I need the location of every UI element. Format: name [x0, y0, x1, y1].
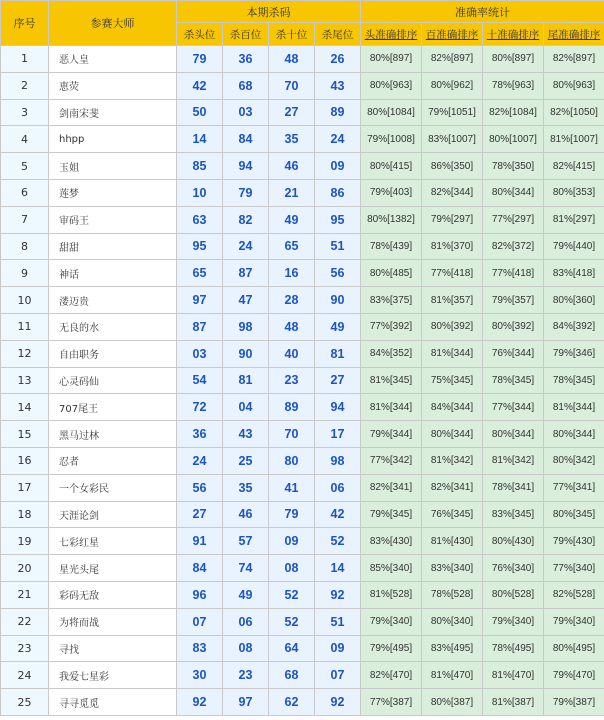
kill-tail: 49 — [315, 313, 361, 340]
ten-accuracy: 76%[340] — [483, 555, 544, 582]
kill-head: 42 — [177, 72, 223, 99]
kill-ten: 68 — [269, 662, 315, 689]
kill-tail: 90 — [315, 287, 361, 314]
ten-accuracy: 78%[345] — [483, 367, 544, 394]
kill-tail: 92 — [315, 689, 361, 716]
tail-accuracy: 79%[340] — [544, 608, 604, 635]
kill-head: 03 — [177, 340, 223, 367]
kill-hundred: 82 — [223, 206, 269, 233]
tail-accuracy: 82%[528] — [544, 581, 604, 608]
tail-accuracy: 79%[430] — [544, 528, 604, 555]
head-accuracy: 81%[528] — [361, 581, 422, 608]
kill-hundred: 49 — [223, 581, 269, 608]
tail-accuracy: 84%[392] — [544, 313, 604, 340]
kill-hundred: 35 — [223, 474, 269, 501]
ten-accuracy: 78%[495] — [483, 635, 544, 662]
ten-accuracy: 80%[392] — [483, 313, 544, 340]
row-index: 12 — [1, 340, 49, 367]
head-accuracy: 83%[375] — [361, 287, 422, 314]
kill-ten: 48 — [269, 46, 315, 73]
kill-tail: 52 — [315, 528, 361, 555]
kill-head: 85 — [177, 153, 223, 180]
row-index: 6 — [1, 179, 49, 206]
tail-accuracy: 80%[963] — [544, 72, 604, 99]
table-row — [1, 474, 604, 501]
master-name: 恶人皇 — [49, 46, 177, 73]
header-index: 序号 — [1, 1, 49, 46]
table-row — [1, 555, 604, 582]
master-name: hhpp — [49, 126, 177, 153]
kill-head: 91 — [177, 528, 223, 555]
ten-accuracy: 77%[297] — [483, 206, 544, 233]
tail-accuracy: 81%[344] — [544, 394, 604, 421]
ten-accuracy: 80%[1007] — [483, 126, 544, 153]
row-index: 21 — [1, 581, 49, 608]
kill-hundred: 47 — [223, 287, 269, 314]
kill-hundred: 25 — [223, 447, 269, 474]
subheader-kill-ten: 杀十位 — [269, 23, 315, 46]
kill-head: 79 — [177, 46, 223, 73]
hundred-accuracy: 80%[340] — [422, 608, 483, 635]
table-row — [1, 608, 604, 635]
kill-tail: 89 — [315, 99, 361, 126]
ten-accuracy: 79%[340] — [483, 608, 544, 635]
hundred-accuracy: 80%[962] — [422, 72, 483, 99]
kill-head: 95 — [177, 233, 223, 260]
kill-ten: 79 — [269, 501, 315, 528]
hundred-accuracy: 83%[1007] — [422, 126, 483, 153]
table-row — [1, 662, 604, 689]
hundred-accuracy: 81%[430] — [422, 528, 483, 555]
sort-link-tail-accuracy[interactable]: 尾准确排序 — [544, 23, 604, 46]
head-accuracy: 81%[344] — [361, 394, 422, 421]
table-row — [1, 528, 604, 555]
kill-ten: 70 — [269, 421, 315, 448]
subheader-kill-tail: 杀尾位 — [315, 23, 361, 46]
master-name: 无良的水 — [49, 313, 177, 340]
tail-accuracy: 82%[415] — [544, 153, 604, 180]
head-accuracy: 80%[1382] — [361, 206, 422, 233]
row-index: 4 — [1, 126, 49, 153]
kill-hundred: 94 — [223, 153, 269, 180]
hundred-accuracy: 81%[344] — [422, 340, 483, 367]
hundred-accuracy: 79%[1051] — [422, 99, 483, 126]
kill-head: 36 — [177, 421, 223, 448]
head-accuracy: 79%[345] — [361, 501, 422, 528]
kill-tail: 51 — [315, 233, 361, 260]
master-name: 心灵码仙 — [49, 367, 177, 394]
ten-accuracy: 78%[350] — [483, 153, 544, 180]
kill-tail: 94 — [315, 394, 361, 421]
sort-link-hundred-accuracy[interactable]: 百准确排序 — [422, 23, 483, 46]
kill-ten: 49 — [269, 206, 315, 233]
kill-hundred: 79 — [223, 179, 269, 206]
kill-ten: 16 — [269, 260, 315, 287]
kill-tail: 24 — [315, 126, 361, 153]
tail-accuracy: 78%[345] — [544, 367, 604, 394]
kill-tail: 81 — [315, 340, 361, 367]
ten-accuracy: 80%[528] — [483, 581, 544, 608]
hundred-accuracy: 81%[370] — [422, 233, 483, 260]
kill-ten: 09 — [269, 528, 315, 555]
table-row — [1, 394, 604, 421]
head-accuracy: 79%[1008] — [361, 126, 422, 153]
row-index: 24 — [1, 662, 49, 689]
kill-ten: 52 — [269, 608, 315, 635]
table-row — [1, 287, 604, 314]
kill-tail: 26 — [315, 46, 361, 73]
table-row — [1, 260, 604, 287]
ten-accuracy: 77%[418] — [483, 260, 544, 287]
kill-ten: 65 — [269, 233, 315, 260]
kill-head: 10 — [177, 179, 223, 206]
hundred-accuracy: 83%[495] — [422, 635, 483, 662]
table-row — [1, 179, 604, 206]
row-index: 13 — [1, 367, 49, 394]
row-index: 14 — [1, 394, 49, 421]
head-accuracy: 82%[341] — [361, 474, 422, 501]
kill-hundred: 84 — [223, 126, 269, 153]
kill-tail: 06 — [315, 474, 361, 501]
head-accuracy: 79%[403] — [361, 179, 422, 206]
kill-head: 56 — [177, 474, 223, 501]
kill-hundred: 90 — [223, 340, 269, 367]
head-accuracy: 80%[485] — [361, 260, 422, 287]
table-row — [1, 233, 604, 260]
head-accuracy: 77%[392] — [361, 313, 422, 340]
kill-ten: 64 — [269, 635, 315, 662]
tail-accuracy: 83%[418] — [544, 260, 604, 287]
master-name: 甜甜 — [49, 233, 177, 260]
kill-ten: 41 — [269, 474, 315, 501]
hundred-accuracy: 77%[418] — [422, 260, 483, 287]
kill-ten: 08 — [269, 555, 315, 582]
ten-accuracy: 81%[387] — [483, 689, 544, 716]
ten-accuracy: 78%[963] — [483, 72, 544, 99]
kill-hundred: 98 — [223, 313, 269, 340]
tail-accuracy: 80%[342] — [544, 447, 604, 474]
master-name: 彩码无敌 — [49, 581, 177, 608]
tail-accuracy: 82%[1050] — [544, 99, 604, 126]
row-index: 5 — [1, 153, 49, 180]
master-name: 七彩红星 — [49, 528, 177, 555]
hundred-accuracy: 80%[387] — [422, 689, 483, 716]
kill-ten: 21 — [269, 179, 315, 206]
master-name: 恵荧 — [49, 72, 177, 99]
table-row — [1, 99, 604, 126]
header-master: 参赛大师 — [49, 1, 177, 46]
ten-accuracy: 78%[341] — [483, 474, 544, 501]
kill-hundred: 24 — [223, 233, 269, 260]
row-index: 15 — [1, 421, 49, 448]
kill-tail: 09 — [315, 153, 361, 180]
kill-ten: 89 — [269, 394, 315, 421]
master-name: 一个女彩民 — [49, 474, 177, 501]
kill-head: 92 — [177, 689, 223, 716]
head-accuracy: 79%[495] — [361, 635, 422, 662]
head-accuracy: 84%[352] — [361, 340, 422, 367]
kill-ten: 27 — [269, 99, 315, 126]
kill-tail: 27 — [315, 367, 361, 394]
head-accuracy: 83%[430] — [361, 528, 422, 555]
kill-hundred: 81 — [223, 367, 269, 394]
tail-accuracy: 82%[897] — [544, 46, 604, 73]
subheader-kill-head: 杀头位 — [177, 23, 223, 46]
kill-hundred: 06 — [223, 608, 269, 635]
master-name: 玉姐 — [49, 153, 177, 180]
kill-hundred: 57 — [223, 528, 269, 555]
tail-accuracy: 80%[353] — [544, 179, 604, 206]
master-name: 忍者 — [49, 447, 177, 474]
kill-head: 30 — [177, 662, 223, 689]
ten-accuracy: 82%[1084] — [483, 99, 544, 126]
kill-head: 63 — [177, 206, 223, 233]
row-index: 1 — [1, 46, 49, 73]
row-index: 7 — [1, 206, 49, 233]
ten-accuracy: 83%[345] — [483, 501, 544, 528]
kill-tail: 14 — [315, 555, 361, 582]
hundred-accuracy: 82%[344] — [422, 179, 483, 206]
row-index: 23 — [1, 635, 49, 662]
kill-head: 24 — [177, 447, 223, 474]
kill-head: 97 — [177, 287, 223, 314]
ten-accuracy: 80%[344] — [483, 179, 544, 206]
kill-tail: 07 — [315, 662, 361, 689]
master-name: 星光头尾 — [49, 555, 177, 582]
tail-accuracy: 79%[440] — [544, 233, 604, 260]
master-name: 707尾王 — [49, 394, 177, 421]
master-name: 黑马过林 — [49, 421, 177, 448]
kill-hundred: 08 — [223, 635, 269, 662]
kill-ten: 35 — [269, 126, 315, 153]
kill-head: 96 — [177, 581, 223, 608]
head-accuracy: 79%[340] — [361, 608, 422, 635]
row-index: 17 — [1, 474, 49, 501]
kill-tail: 98 — [315, 447, 361, 474]
table-row — [1, 46, 604, 73]
hundred-accuracy: 81%[342] — [422, 447, 483, 474]
ten-accuracy: 81%[470] — [483, 662, 544, 689]
master-name: 寻寻觅觅 — [49, 689, 177, 716]
header-kill-group: 本期杀码 — [177, 1, 361, 23]
tail-accuracy: 79%[387] — [544, 689, 604, 716]
hundred-accuracy: 78%[528] — [422, 581, 483, 608]
kill-tail: 09 — [315, 635, 361, 662]
ten-accuracy: 77%[344] — [483, 394, 544, 421]
tail-accuracy: 77%[341] — [544, 474, 604, 501]
ten-accuracy: 80%[344] — [483, 421, 544, 448]
master-name: 审码王 — [49, 206, 177, 233]
kill-ten: 48 — [269, 313, 315, 340]
hundred-accuracy: 81%[470] — [422, 662, 483, 689]
row-index: 9 — [1, 260, 49, 287]
kill-tail: 92 — [315, 581, 361, 608]
kill-hundred: 74 — [223, 555, 269, 582]
table-row — [1, 501, 604, 528]
kill-head: 65 — [177, 260, 223, 287]
head-accuracy: 81%[345] — [361, 367, 422, 394]
kill-hundred: 43 — [223, 421, 269, 448]
row-index: 10 — [1, 287, 49, 314]
kill-hundred: 03 — [223, 99, 269, 126]
master-name: 剑南宋斐 — [49, 99, 177, 126]
hundred-accuracy: 75%[345] — [422, 367, 483, 394]
head-accuracy: 80%[415] — [361, 153, 422, 180]
kill-ten: 52 — [269, 581, 315, 608]
master-name: 为将而战 — [49, 608, 177, 635]
hundred-accuracy: 81%[357] — [422, 287, 483, 314]
ten-accuracy: 79%[357] — [483, 287, 544, 314]
ranking-table-body — [1, 46, 604, 716]
row-index: 22 — [1, 608, 49, 635]
ten-accuracy: 80%[430] — [483, 528, 544, 555]
master-name: 自由职务 — [49, 340, 177, 367]
kill-hundred: 46 — [223, 501, 269, 528]
tail-accuracy: 79%[346] — [544, 340, 604, 367]
kill-hundred: 97 — [223, 689, 269, 716]
sort-link-head-accuracy[interactable]: 头准确排序 — [361, 23, 422, 46]
row-index: 8 — [1, 233, 49, 260]
table-row — [1, 581, 604, 608]
table-row — [1, 635, 604, 662]
head-accuracy: 77%[387] — [361, 689, 422, 716]
kill-ten: 40 — [269, 340, 315, 367]
hundred-accuracy: 82%[897] — [422, 46, 483, 73]
master-name: 天涯论剑 — [49, 501, 177, 528]
table-row — [1, 367, 604, 394]
tail-accuracy: 81%[1007] — [544, 126, 604, 153]
tail-accuracy: 81%[297] — [544, 206, 604, 233]
header-rate-group: 准确率统计 — [361, 1, 604, 23]
kill-hundred: 87 — [223, 260, 269, 287]
kill-tail: 42 — [315, 501, 361, 528]
row-index: 18 — [1, 501, 49, 528]
kill-ten: 23 — [269, 367, 315, 394]
table-row — [1, 447, 604, 474]
hundred-accuracy: 80%[344] — [422, 421, 483, 448]
hundred-accuracy: 86%[350] — [422, 153, 483, 180]
kill-hundred: 36 — [223, 46, 269, 73]
row-index: 16 — [1, 447, 49, 474]
hundred-accuracy: 76%[345] — [422, 501, 483, 528]
table-row — [1, 153, 604, 180]
master-name: 我爱七星彩 — [49, 662, 177, 689]
kill-ten: 70 — [269, 72, 315, 99]
table-row — [1, 72, 604, 99]
tail-accuracy: 80%[495] — [544, 635, 604, 662]
kill-head: 50 — [177, 99, 223, 126]
table-row — [1, 126, 604, 153]
tail-accuracy: 79%[470] — [544, 662, 604, 689]
table-row — [1, 206, 604, 233]
tail-accuracy: 77%[340] — [544, 555, 604, 582]
table-row — [1, 689, 604, 716]
kill-hundred: 68 — [223, 72, 269, 99]
ten-accuracy: 81%[342] — [483, 447, 544, 474]
kill-head: 07 — [177, 608, 223, 635]
hundred-accuracy: 84%[344] — [422, 394, 483, 421]
kill-head: 87 — [177, 313, 223, 340]
hundred-accuracy: 82%[341] — [422, 474, 483, 501]
kill-head: 27 — [177, 501, 223, 528]
master-name: 神话 — [49, 260, 177, 287]
kill-tail: 17 — [315, 421, 361, 448]
head-accuracy: 80%[963] — [361, 72, 422, 99]
subheader-kill-hundred: 杀百位 — [223, 23, 269, 46]
master-name: 溇迈贵 — [49, 287, 177, 314]
hundred-accuracy: 83%[340] — [422, 555, 483, 582]
table-row — [1, 340, 604, 367]
kill-head: 84 — [177, 555, 223, 582]
table-row — [1, 421, 604, 448]
head-accuracy: 80%[897] — [361, 46, 422, 73]
tail-accuracy: 80%[345] — [544, 501, 604, 528]
row-index: 3 — [1, 99, 49, 126]
head-accuracy: 78%[439] — [361, 233, 422, 260]
kill-head: 54 — [177, 367, 223, 394]
kill-tail: 43 — [315, 72, 361, 99]
head-accuracy: 77%[342] — [361, 447, 422, 474]
kill-ten: 80 — [269, 447, 315, 474]
hundred-accuracy: 80%[392] — [422, 313, 483, 340]
table-row — [1, 313, 604, 340]
tail-accuracy: 80%[344] — [544, 421, 604, 448]
kill-ten: 28 — [269, 287, 315, 314]
kill-head: 83 — [177, 635, 223, 662]
row-index: 25 — [1, 689, 49, 716]
ten-accuracy: 82%[372] — [483, 233, 544, 260]
tail-accuracy: 80%[360] — [544, 287, 604, 314]
sort-link-ten-accuracy[interactable]: 十准确排序 — [483, 23, 544, 46]
row-index: 19 — [1, 528, 49, 555]
head-accuracy: 79%[344] — [361, 421, 422, 448]
row-index: 2 — [1, 72, 49, 99]
kill-head: 14 — [177, 126, 223, 153]
kill-ten: 46 — [269, 153, 315, 180]
kill-hundred: 04 — [223, 394, 269, 421]
kill-hundred: 23 — [223, 662, 269, 689]
ten-accuracy: 80%[897] — [483, 46, 544, 73]
ten-accuracy: 76%[344] — [483, 340, 544, 367]
master-name: 莲梦 — [49, 179, 177, 206]
row-index: 11 — [1, 313, 49, 340]
head-accuracy: 80%[1084] — [361, 99, 422, 126]
kill-tail: 56 — [315, 260, 361, 287]
head-accuracy: 82%[470] — [361, 662, 422, 689]
kill-tail: 95 — [315, 206, 361, 233]
hundred-accuracy: 79%[297] — [422, 206, 483, 233]
master-name: 寻找 — [49, 635, 177, 662]
kill-ten: 62 — [269, 689, 315, 716]
kill-head: 72 — [177, 394, 223, 421]
row-index: 20 — [1, 555, 49, 582]
head-accuracy: 85%[340] — [361, 555, 422, 582]
kill-tail: 86 — [315, 179, 361, 206]
kill-tail: 51 — [315, 608, 361, 635]
